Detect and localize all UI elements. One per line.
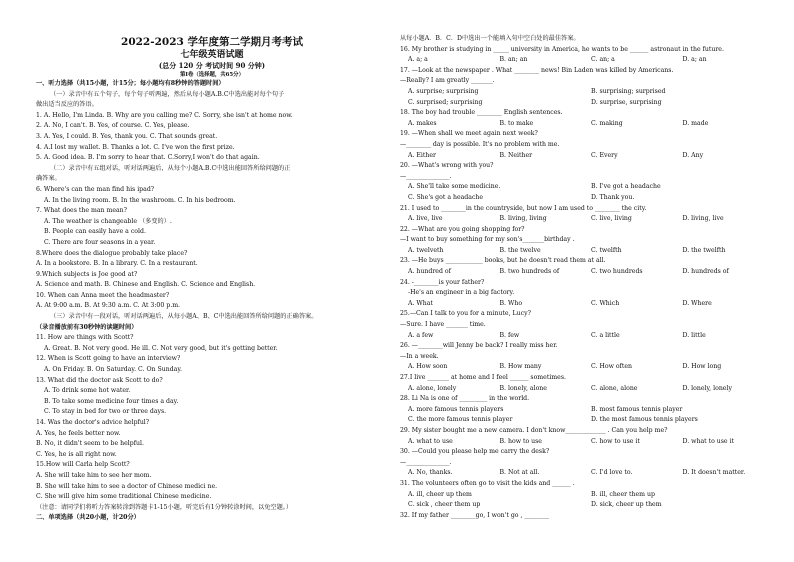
answer-option: C. the more famous tennis player — [408, 416, 513, 424]
answer-option: C. sick , cheer them up — [408, 501, 481, 509]
answer-option — [500, 500, 592, 511]
answer-option: D. little — [682, 331, 706, 339]
question-line: 3. A. Yes, I could. B. Yes, thank you. C. That sounds great. — [36, 132, 218, 140]
question-line: 31. The volunteers often go to visit the kids and ______ . — [400, 479, 575, 487]
question-line: C. She will give him some traditional Chinese medicine. — [36, 493, 212, 501]
answer-option: D. what to use it — [682, 437, 735, 445]
answer-option: D. the most famous tennis players — [591, 416, 698, 424]
answer-option: B. Neither — [499, 151, 533, 159]
question-line: （一）录音中有五个句子，每个句子听两遍，然后从每小题A.B.C中选出能对每个句子 — [50, 90, 285, 98]
option-row — [400, 246, 774, 257]
option-row — [400, 182, 774, 193]
option-row — [400, 437, 774, 448]
answer-option: A. Either — [408, 151, 436, 159]
answer-option: D. lonely, lonely — [682, 384, 732, 392]
answer-option: A. twelveth — [408, 246, 444, 254]
answer-option: B. an; an — [499, 56, 528, 64]
question-line: 27.I live _______ at home and I feel ______ sometimes. — [400, 374, 566, 381]
question-line: 20. —What's wrong with you? — [400, 162, 494, 170]
question-line: 14. Was the doctor's advice helpful? — [36, 419, 150, 426]
question-line: 21. I used to ________in the countryside, but now I am used to ________ the city. — [400, 204, 647, 212]
answer-option: C. live, living — [591, 215, 632, 223]
question-line: 15.How will Carla help Scott? — [36, 461, 130, 469]
question-line: 13. What did the doctor ask Scott to do? — [36, 376, 163, 384]
answer-option: A. a few — [408, 331, 434, 339]
answer-option: B. how to use — [499, 437, 542, 445]
question-line: 26. —________will Jenny be back? I really miss her. — [400, 342, 558, 350]
question-line: 1. A. Hello, I'm Linda. B. Why are you calling me? C. Sorry, she isn't at home now. — [36, 111, 293, 119]
question-line: C. Yes, he is all right now. — [36, 450, 117, 458]
question-line: 8.Where does the dialogue probably take place? — [36, 249, 188, 257]
option-row — [400, 405, 774, 416]
answer-option: B. lonely, alone — [499, 384, 547, 392]
answer-option: C. She's got a headache — [408, 193, 484, 201]
answer-option — [683, 415, 775, 426]
answer-option: D. It doesn't matter. — [682, 469, 746, 477]
question-line: —I want to buy something for my son's_______birthday . — [400, 236, 575, 244]
question-line: 从每小题A．B．C．D中选出一个能填入句中空白处的最佳答案。 — [400, 35, 580, 42]
question-line: 24. -________is your father? — [400, 278, 485, 286]
answer-option: B. living, living — [499, 215, 547, 223]
option-row — [400, 468, 774, 479]
answer-option: D. Where — [682, 299, 712, 307]
answer-option: A. what to use — [408, 437, 453, 445]
answer-option — [683, 98, 775, 109]
answer-option: A. makes — [408, 119, 437, 127]
answer-option — [500, 193, 592, 204]
question-line: A. In a bookstore. B. In a library. C. In a restaurant. — [36, 260, 198, 268]
right-column — [400, 34, 774, 521]
option-row — [400, 98, 774, 109]
answer-option — [500, 405, 592, 416]
option-row — [400, 490, 774, 501]
answer-option: D. hundreds of — [682, 268, 729, 276]
answer-option: A. a; a — [408, 56, 428, 64]
exam-meta: (总分 120 分 考试时间 90 分钟) — [158, 61, 266, 70]
answer-option: C. How often — [591, 363, 632, 371]
question-line: （注意：请同学们将听力答案转涂到答题卡1-15小题，听完后有1分钟转涂时间，以免空题。） — [36, 503, 293, 511]
question-line: B. To take some medicine four times a day. — [44, 397, 179, 405]
answer-option: A. She'll take some medicine. — [408, 183, 501, 191]
answer-option: B. I've got a headache — [591, 183, 661, 191]
answer-option: A. hundred of — [408, 268, 451, 276]
question-line: B. No, it didn't seem to be helpful. — [36, 440, 144, 448]
question-line: A. Great. B. Not very good. He ill. C. Not very good, but it's getting better. — [44, 344, 278, 352]
question-line: 确答案。 — [36, 175, 61, 183]
question-line: 10. When can Anna meet the headmaster? — [36, 291, 170, 299]
option-row — [400, 193, 774, 204]
answer-option: D. Thank you. — [591, 193, 635, 201]
question-line: （二）录音中有五组对话，听对话两遍后，从每个小题A.B.C中选出能回答所给问题的正 — [50, 164, 291, 172]
option-row — [400, 87, 774, 98]
answer-option: A. alone, lonely — [408, 384, 457, 392]
question-line: C. There are four seasons in a year. — [44, 238, 156, 246]
answer-option: D. made — [682, 119, 709, 127]
answer-option — [500, 182, 592, 193]
question-line: 7. What does the man mean? — [36, 207, 127, 215]
question-line: —Really? I am greatly _______. — [400, 77, 495, 85]
exam-part-label: 第I卷（选择题，共65分） — [180, 72, 244, 78]
question-line: （三）录音中有一段对话，听对话两遍后，从每小题A、B、C中选出能回答所给问题的正确答案。 — [50, 313, 318, 321]
question-line: A. She will take him to see her mom. — [36, 471, 152, 479]
answer-option: B. How many — [499, 363, 542, 371]
answer-option: C. I'd love to. — [591, 469, 633, 477]
section-heading: 二、单项选择（共20小题，计20分） — [36, 514, 140, 522]
question-line: A. In the living room. B. In the washroom. C. In his bedroom. — [44, 196, 236, 204]
option-row — [400, 500, 774, 511]
answer-option: A. live, live — [408, 215, 443, 223]
question-line: —In a week. — [400, 352, 439, 360]
question-line: -He's an engineer in a big factory. — [408, 289, 515, 297]
answer-option: C. making — [591, 119, 623, 127]
option-row — [400, 299, 774, 310]
answer-option: B. Not at all. — [499, 469, 540, 477]
answer-option — [683, 193, 775, 204]
answer-option: D. surprise, surprising — [591, 98, 662, 106]
question-line: 16. My brother is studying in _____ university in America, he wants to be ______ astronaut in the future. — [400, 45, 724, 53]
question-line: 做出适当反应的答语。 — [36, 101, 98, 109]
question-line: 2. A. No, I can't. B. Yes, of course. C. Yes, please. — [36, 122, 190, 130]
answer-option: A. more famous tennis players — [408, 405, 504, 413]
answer-option: A. surprise; surprising — [408, 87, 479, 95]
option-row — [400, 384, 774, 395]
answer-option — [500, 415, 592, 426]
answer-option — [683, 490, 775, 501]
section-heading: 一、听力选择（共15小题，计15分；每小题均有8秒钟的答题时间） — [36, 80, 225, 87]
question-line: 29. My sister bought me a new camera. I don't know_____________ . Can you help me? — [400, 426, 668, 434]
answer-option: A. ill, cheer up them — [408, 490, 472, 498]
option-row — [400, 331, 774, 342]
question-line: 22. —What are you going shopping for? — [400, 225, 525, 233]
answer-option: B. to make — [499, 119, 534, 127]
question-line: 9.Which subjects is Joe good at? — [36, 270, 138, 278]
question-line: 4. A.I lost my wallet. B. Thanks a lot. C. I've won the first prize. — [36, 143, 235, 151]
question-line: 28. Li Na is one of _________ in the world. — [400, 395, 530, 403]
answer-option: B. two hundreds of — [499, 268, 560, 276]
answer-option: B. few — [499, 331, 520, 339]
question-line: C. To stay in bed for two or three days. — [44, 408, 167, 416]
question-line: 12. When is Scott going to have an interview? — [36, 355, 181, 363]
answer-option: A. What — [408, 299, 433, 307]
question-line: 25.—Can I talk to you for a minute, Lucy? — [400, 310, 531, 318]
option-row — [400, 362, 774, 373]
question-line: 23. —He buys ____________ books, but he doesn't read them at all. — [400, 257, 606, 265]
answer-option: D. Any — [682, 151, 704, 159]
answer-option — [683, 405, 775, 416]
answer-option: C. a little — [591, 331, 620, 339]
exam-subtitle: 七年级英语试题 — [180, 50, 244, 60]
answer-option — [500, 490, 592, 501]
answer-option: D. How long — [682, 363, 722, 371]
question-line: 32. If my father ________go, I won't go , ________ — [400, 511, 550, 519]
answer-option: C. how to use it — [591, 437, 640, 445]
question-line: 11. How are things with Scott? — [36, 334, 134, 342]
question-line: A. Yes, he feels better now. — [36, 429, 121, 437]
question-line: A. The weather is changeable （多变的）. — [44, 217, 172, 225]
answer-option — [500, 87, 592, 98]
option-row — [400, 55, 774, 66]
answer-option — [500, 98, 592, 109]
question-line: A. At 9:00 a.m. B. At 9:30 a.m. C. At 3:00 p.m. — [36, 302, 181, 310]
answer-option — [683, 500, 775, 511]
question-line: A. On Friday. B. On Saturday. C. On Sunday. — [44, 366, 182, 374]
option-row — [400, 119, 774, 130]
question-line: —______________. — [400, 172, 452, 180]
question-line: 5. A. Good idea. B. I'm sorry to hear that. C.Sorry,I won't do that again. — [36, 154, 260, 162]
left-question-list — [36, 79, 388, 524]
question-line: 6. Where's can the man find his ipad? — [36, 185, 155, 193]
answer-option: C. surprised; surprising — [408, 98, 483, 106]
answer-option: A. How soon — [408, 363, 448, 371]
answer-option: C. twelfth — [591, 246, 622, 254]
answer-option: C. an; a — [591, 56, 615, 64]
question-line: 30. —Could you please help me carry the desk? — [400, 448, 550, 456]
question-line: —________ day is possible. It's no problem with me. — [400, 140, 560, 148]
answer-option: C. alone, alone — [591, 384, 638, 392]
answer-option: D. a; an — [682, 56, 707, 64]
question-line: —______________. — [400, 458, 452, 466]
answer-option: D. sick, cheer up them — [591, 501, 662, 509]
left-column — [36, 34, 388, 524]
option-row — [400, 415, 774, 426]
answer-option: B. the twelve — [499, 246, 541, 254]
answer-option: A. No, thanks. — [408, 469, 453, 477]
answer-option: B. most famous tennis player — [591, 405, 683, 413]
answer-option — [683, 87, 775, 98]
question-line: B. People can easily have a cold. — [44, 228, 146, 236]
question-line: B. She will take him to see a doctor of Chinese medici ne. — [36, 482, 218, 490]
answer-option: B. surprising; surprised — [591, 87, 666, 95]
question-line: A. To drink some hot water. — [44, 387, 131, 395]
answer-option: C. Every — [591, 151, 618, 159]
question-line: 19. —When shall we meet again next week? — [400, 130, 538, 138]
right-question-list — [400, 34, 774, 521]
question-line: 18. The boy had trouble ________ English sentences. — [400, 109, 563, 117]
answer-option: D. living, live — [682, 215, 724, 223]
option-row — [400, 151, 774, 162]
answer-option: C. two hundreds — [591, 268, 643, 276]
option-row — [400, 214, 774, 225]
exam-title: 2022-2023 学年度第二学期月考考试 — [121, 36, 303, 48]
answer-option: B. Who — [499, 299, 523, 307]
question-line: 17. —Look at the newspaper . What ________ news! Bin Laden was killed by Americans. — [400, 66, 674, 74]
answer-option: D. the twelfth — [682, 246, 726, 254]
question-line: A. Science and math. B. Chinese and English. C. Science and English. — [36, 281, 256, 289]
answer-option: B. ill, cheer them up — [591, 490, 655, 498]
answer-option: C. Which — [591, 299, 620, 307]
section-heading: （录音播放前有30秒钟的读题时间） — [36, 323, 138, 331]
option-row — [400, 267, 774, 278]
question-line: —Sure. I have _______ time. — [400, 321, 486, 329]
answer-option — [683, 182, 775, 193]
